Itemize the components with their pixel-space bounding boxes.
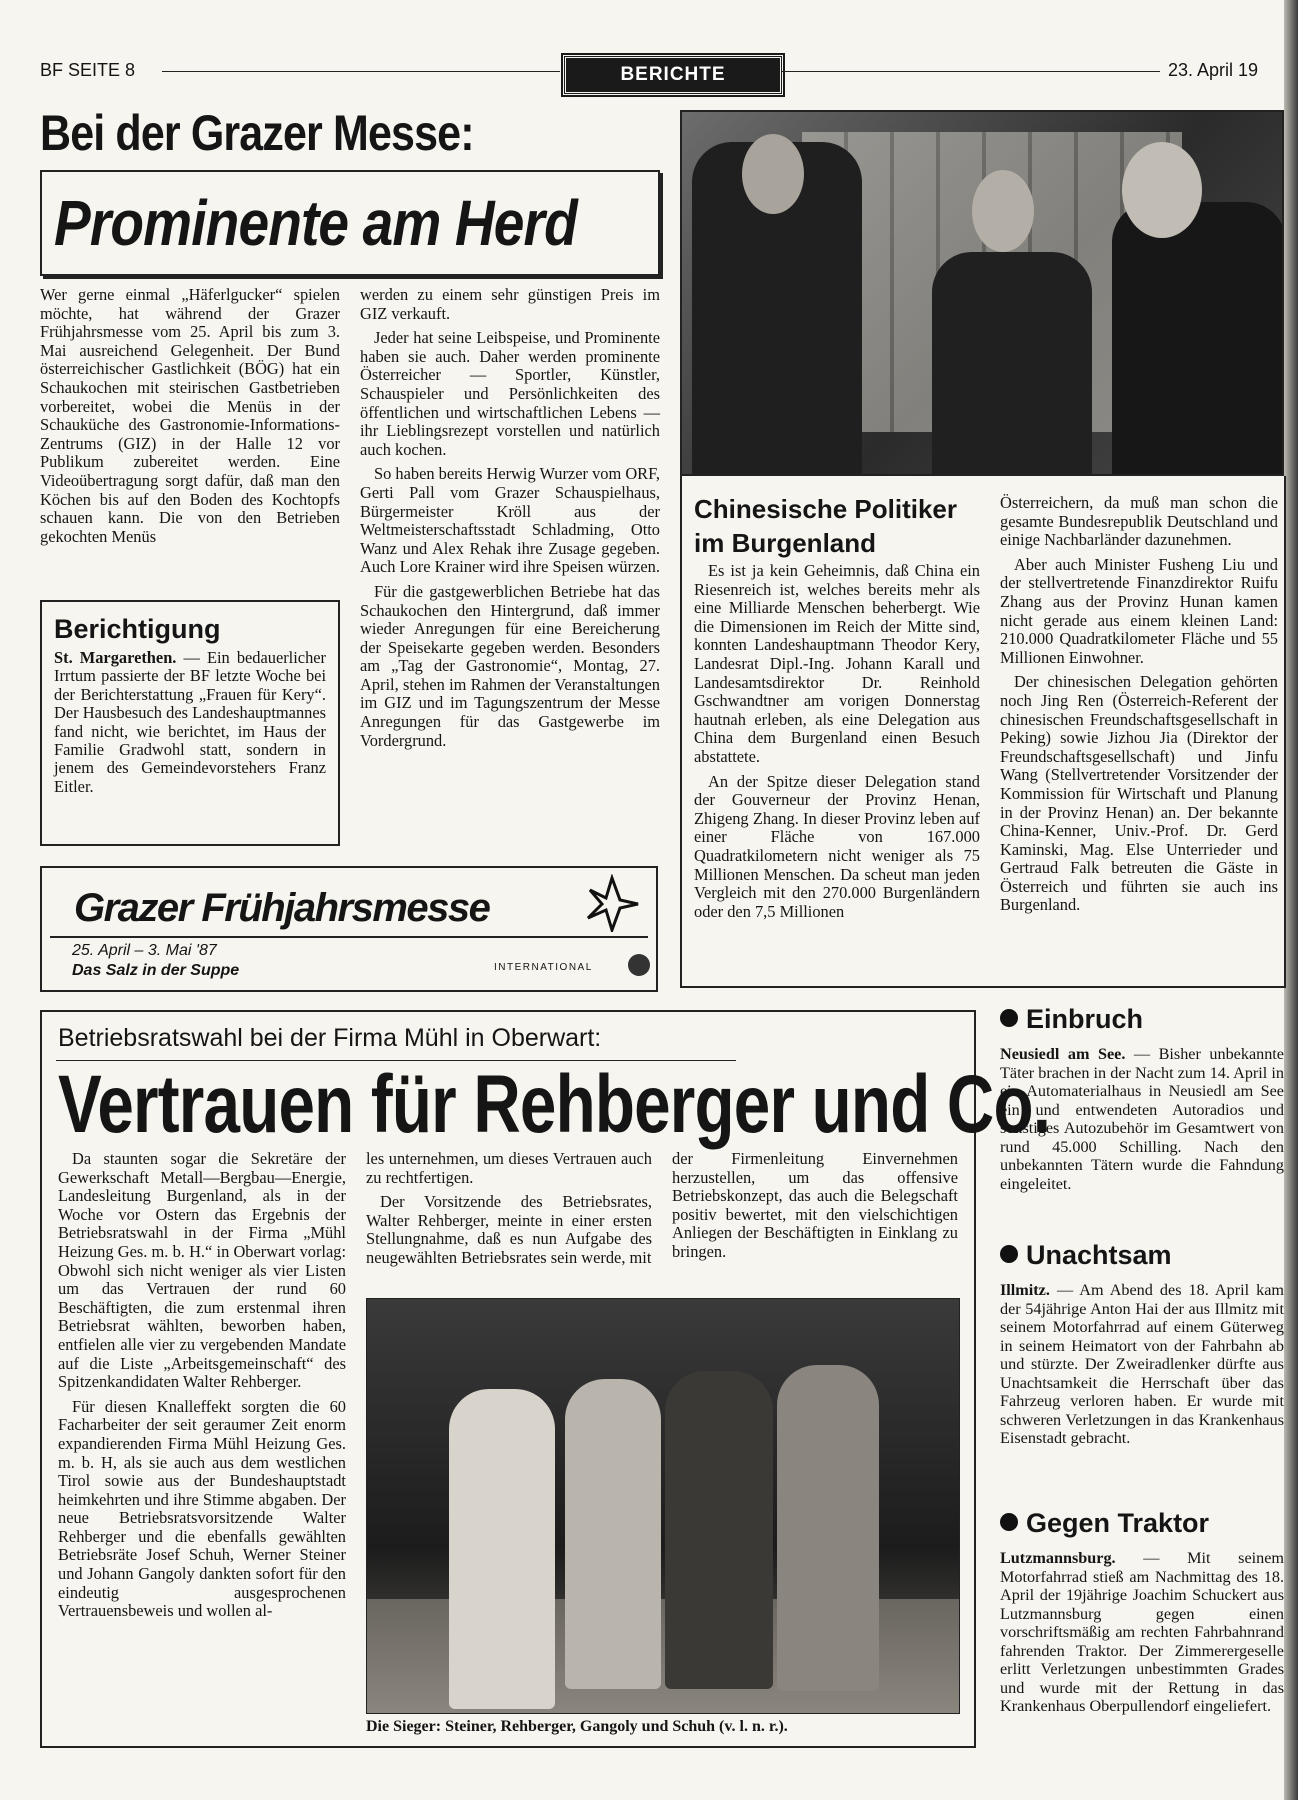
photo-person-3 (1112, 202, 1284, 476)
page-edge-shadow (1284, 0, 1298, 1800)
section-label: BERICHTE (620, 64, 726, 85)
messe-ad-rule (50, 936, 648, 938)
brief-traktor-text: — Mit seinem Motorfahrrad stieß am Nachmittag des 18. April der 19jährige Joachim Schuckert aus Lutzmannsburg gegen einen vorschriftsmäßig am rechten Fahrbahnrand fahrenden Traktor. Der Zimmerergeselle erlitt Verletzungen unbestimmten Grades und wurde mit der Rettung in das Krankenhaus Oberpullendorf eingeliefert. (1000, 1549, 1284, 1715)
berichtigung-text: — Ein bedauerlicher Irrtum passierte der BF letzte Woche bei der Berichterstattung „Frauen für Kery“. Der Hausbesuch des Landeshauptmannes fand nicht, wie berichtet, im Haus der Familie Gradwohl statt, sondern in jenem des Gemeindevorstehers Franz Eitler. (54, 648, 326, 796)
brief-einbruch-body (1000, 1045, 1284, 1193)
china-col1-p1: Es ist ja kein Geheimnis, daß China ein Riesenreich ist, welches bereits mehr als eine Milliarde Menschen beherbergt. Wie die Dimensionen im Reich der Mitte sind, konnten Landeshauptmann Theodor Kery, Landesrat Dipl.-Ing. Johann Karall und Landesamtsdirektor Dr. Reinhold Gschwandtner am vorigen Donnerstag hautnah erleben, als eine Delegation aus China dem Burgenland einen Besuch abstattete. (694, 561, 980, 766)
messe-col1-text: Wer gerne einmal „Häferlgucker“ spielen möchte, hat während der Grazer Frühjahrsmesse vom 25. April bis zum 3. Mai ausreichend Gelegenheit. Der Bund österreichischer Gastlichkeit (BÖG) hat ein Schaukochen mit steirischen Gastbetrieben vorbereitet, wobei die Menüs in der Schauküche des Gastronomie-Informations-Zentrums (GIZ) in der Halle 12 vor Publikum zubereitet werden. Eine Videoübertragung sorgt dafür, daß man den Köchen bis auf den Boden des Kochtopfs schauen kann. Die von den Betrieben gekochten Menüs (40, 285, 340, 546)
messe-headline: Prominente am Herd (54, 187, 577, 259)
photo-face-3 (1122, 142, 1202, 238)
bullet-icon (1000, 1245, 1018, 1263)
messe-col1 (40, 286, 340, 552)
brief-unachtsam-place: Illmitz. (1000, 1281, 1050, 1299)
brief-unachtsam (1000, 1240, 1284, 1448)
brief-unachtsam-text: — Am Abend des 18. April kam der 54jährige Anton Hai der aus Illmitz mit seinem Motorfahrrad auf einem Güterweg in seinem Heimatort von der Fahrbahn ab und stürzte. Der Zweiradlenker dürfte aus Unachtsamkeit die Herrschaft über das Fahrzeug verloren haben. Er wurde mit schweren Verletzungen in das Krankenhaus Eisenstadt gebracht. (1000, 1281, 1284, 1447)
messe-col2-p3: So haben bereits Herwig Wurzer vom ORF, Gerti Pall vom Grazer Schauspielhaus, Bürgermeister Kröll aus der Weltmeisterschaftsstadt Schladming, Otto Wanz und Alex Rehak ihre Zusage gegeben. Auch Lore Krainer wird ihre Speisen würzen. (360, 464, 660, 577)
brief-einbruch-title: Einbruch (1026, 1004, 1144, 1034)
brief-traktor-title-row (1000, 1508, 1284, 1539)
messe-ad (40, 866, 658, 992)
brief-einbruch-place: Neusiedl am See. (1000, 1045, 1126, 1063)
header-rule-left (162, 71, 560, 72)
messe-col2-p1: werden zu einem sehr günstigen Preis im GIZ verkauft. (360, 285, 660, 323)
china-col2-p3: Der chinesischen Delegation gehörten noch Jing Ren (Österreich-Referent der chinesischen Freundschaftsgesellschaft in Peking) sowie Jizhou Jia (Direktor der Freundschaftsgesellschaft) und Jinfu Wang (Stellvertretender Vorsitzender der Kommission für Wirtschaft und Planung in der Provinz Henan) an. Der bekannte China-Kenner, Univ.-Prof. Dr. Gerd Kaminski, Mag. Else Unterrieder und Gertraud Falk betreuten die Gäste in Österreich und führten sie auch ins Burgenland. (1000, 672, 1278, 915)
china-delegation-photo (680, 110, 1284, 476)
photo-face-2 (972, 170, 1034, 252)
brief-einbruch-title-row (1000, 1004, 1284, 1035)
china-headline: Chinesische Politiker im Burgenland (694, 494, 957, 558)
muehl-col1 (58, 1150, 346, 1627)
brief-einbruch-text: — Bisher unbekannte Täter brachen in der Nacht zum 14. April in ein Automaterialhaus in Neusiedl am See ein und entwendeten Autoradios und sonstiges Autozubehör im Gesamtwert von rund 45.000 Schilling. Nach den unbekannten Tätern wurde die Fahndung eingeleitet. (1000, 1045, 1284, 1193)
brief-traktor (1000, 1508, 1284, 1716)
brief-traktor-title: Gegen Traktor (1026, 1508, 1210, 1538)
muehl-col2-p1: les unternehmen, um dieses Vertrauen auch zu rechtfertigen. (366, 1149, 652, 1187)
photo-man-3 (665, 1371, 773, 1689)
muehl-winners-photo (366, 1298, 960, 1714)
photo-face-1 (742, 134, 804, 214)
muehl-headline: Vertrauen für Rehberger und Co. (58, 1059, 1051, 1150)
messe-logo-icon (582, 874, 642, 932)
photo-man-4 (777, 1365, 879, 1691)
messe-headline-box (40, 170, 660, 276)
muehl-col1-p2: Für diesen Knalleffekt sorgten die 60 Facharbeiter der seit geraumer Zeit enorm expandierenden Firma Mühl Heizung Ges. m. b. H, als sie auch aus dem westlichen Tirol sowie aus der Bundeshauptstadt heimkehrten und ihre Stimme abgaben. Der neue Betriebsratsvorsitzende Walter Rehberger und die ebenfalls gewählten Betriebsräte Josef Schuh, Werner Steiner und Johann Gangoly dankten sofort für den eindeutig ausgesprochenen Vertrauensbeweis und wollen al- (58, 1396, 346, 1621)
messe-ad-dates: 25. April – 3. Mai '87 (72, 942, 217, 959)
messe-ad-title: Grazer Frühjahrsmesse (74, 886, 490, 930)
brief-traktor-body (1000, 1549, 1284, 1716)
page-label: BF SEITE 8 (40, 60, 136, 80)
bullet-icon (1000, 1513, 1018, 1531)
brief-unachtsam-title-row (1000, 1240, 1284, 1271)
photo-man-2 (565, 1379, 661, 1689)
berichtigung-title: Berichtigung (54, 614, 221, 644)
muehl-photo-caption: Die Sieger: Steiner, Rehberger, Gangoly und Schuh (v. l. n. r.). (366, 1718, 788, 1735)
messe-ad-logo-text: INTERNATIONAL (494, 962, 593, 973)
brief-unachtsam-body (1000, 1281, 1284, 1448)
photo-man-1 (449, 1389, 555, 1709)
china-col2 (1000, 494, 1278, 921)
china-col2-p1: Österreichern, da muß man schon die gesamte Bundesrepublik Deutschland und einige Nachbarländer dazunehmen. (1000, 493, 1278, 550)
header-date: 23. April 19 (1168, 60, 1259, 80)
photo-person-2 (932, 252, 1092, 476)
messe-col2 (360, 286, 660, 756)
berichtigung-body (54, 649, 326, 796)
brief-traktor-place: Lutzmannsburg. (1000, 1549, 1116, 1567)
messe-kicker: Bei der Grazer Messe: (40, 105, 474, 161)
messe-seal-icon (628, 954, 650, 976)
messe-ad-slogan: Das Salz in der Suppe (72, 962, 240, 979)
messe-col2-p2: Jeder hat seine Leibspeise, und Prominente haben sie auch. Daher werden prominente Österreicher — Sportler, Künstler, Schauspieler und Persönlichkeiten des öffentlichen und wirtschaftlichen Lebens — ihr Lieblingsrezept vorstellen und natürlich auch kochen. (360, 328, 660, 459)
bullet-icon (1000, 1009, 1018, 1027)
muehl-kicker: Betriebsratswahl bei der Firma Mühl in Oberwart: (58, 1024, 602, 1052)
china-col1-p2: An der Spitze dieser Delegation stand der Gouverneur der Provinz Henan, Zhigeng Zhang. In dieser Provinz leben auf einer Fläche von 167.000 Quadratkilometern nicht weniger als 75 Millionen Menschen. Da scheut man jeden Vergleich mit den 270.000 Burgenländern oder den 7,5 Millionen (694, 771, 980, 921)
messe-col2-p4: Für die gastgewerblichen Betriebe hat das Schaukochen den Hintergrund, daß immer wieder Anregungen für eine Bereicherung der Speisekarte gegeben werden. Besonders am „Tag der Gastronomie“, Montag, 27. April, stehen im Rahmen der Veranstaltungen im GIZ und im Tagungszentrum der Messe Anregungen für das Gastgewerbe im Vordergrund. (360, 581, 660, 750)
berichtigung-box (40, 600, 340, 846)
muehl-col2 (366, 1150, 652, 1274)
brief-unachtsam-title: Unachtsam (1026, 1240, 1172, 1270)
muehl-col1-p1: Da staunten sogar die Sekretäre der Gewerkschaft Metall—Bergbau—Energie, Landesleitung Burgenland, als in der Woche vor Ostern das Ergebnis der Betriebsratswahl in der Firma „Mühl Heizung Ges. m. b. H.“ in Oberwart vorlag: Obwohl sich nicht weniger als vier Listen um das Vertrauen der rund 60 Beschäftigten, die zum erstenmal ihren Betriebsrat wählten, beworben haben, entfielen alle vier zu vergebenden Mandate auf die Liste „Arbeitsgemeinschaft“ des Spitzenkandidaten Walter Rehberger. (58, 1149, 346, 1392)
china-col1 (694, 562, 980, 927)
muehl-col2-p2: Der Vorsitzende des Betriebsrates, Walter Rehberger, meinte in einer ersten Stellungnahme, daß es nun Aufgabe des neugewählten Betriebsrates sein werde, mit (366, 1192, 652, 1267)
china-col2-p2: Aber auch Minister Fusheng Liu und der stellvertretende Finanzdirektor Ruifu Zhang aus der Provinz Hunan kamen nicht gerade aus einem kleinen Land: 210.000 Quadratkilometer Fläche und 55 Millionen Einwohner. (1000, 554, 1278, 667)
berichtigung-place: St. Margarethen. (54, 648, 177, 667)
header-rule-right (782, 71, 1160, 72)
muehl-col3-p1: der Firmenleitung Einvernehmen herzustellen, um das offensive Betriebskonzept, das auch die Belegschaft positiv bewertet, mit den vielschichtigen Anliegen der Beschäftigten in Einklang zu bringen. (672, 1149, 958, 1261)
brief-einbruch (1000, 1004, 1284, 1193)
muehl-col3 (672, 1150, 958, 1268)
section-badge (563, 55, 783, 95)
